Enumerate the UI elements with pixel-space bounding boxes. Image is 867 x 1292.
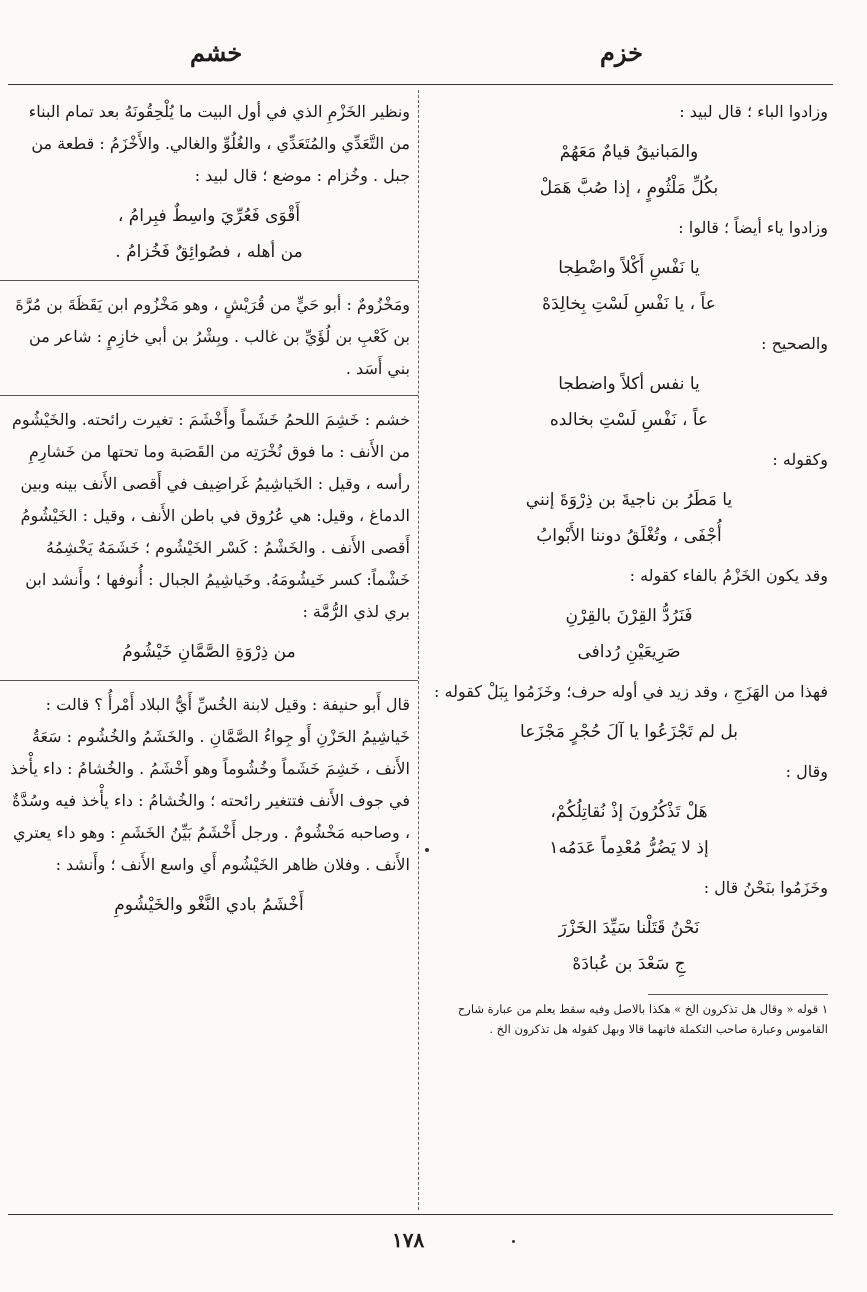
verse-line: بكُلِّ مَلْثُومٍ ، إذا صُبَّ هَمَلْ [539, 178, 719, 198]
poem-verse [430, 482, 828, 554]
poem-verse [430, 910, 828, 982]
footnote-rule [648, 994, 828, 995]
verse-line: عاً ، يا نَفْسِ لَسْتِ بِخالِدَهْ [542, 294, 716, 314]
poem-verse [430, 134, 828, 206]
verse-line: عاً ، نَفْسِ لَسْتِ بخالده [549, 410, 709, 430]
entry-text: وزادوا ياء أيضاً ؛ قالوا : [678, 218, 828, 237]
poem-verse [430, 250, 828, 322]
entry-text: وخَزَمُوا بنَحْنُ قال : [703, 878, 828, 897]
column-divider [418, 90, 419, 1210]
ink-speck [425, 848, 429, 852]
section-separator [0, 395, 418, 396]
verse-line: نَحْنُ قَتَلْنا سَيِّدَ الخَزْرَ [558, 918, 700, 938]
verse-line: من أهله ، فصُوائِقٌ فَخُزامُ . [115, 242, 303, 262]
verse-line: هَلْ تَذْكُرُونَ إذْ نُقاتِلُكُمْ، [550, 802, 708, 822]
verse-line: إذ لا يَضُرُّ مُعْدِماً عَدَمُه١ [549, 838, 709, 858]
entry-text: وقد يكون الخَزْمُ بالفاء كقوله : [629, 566, 828, 585]
entry-text: فهذا من الهَزَجِ ، وقد زيد في أوله حرف؛ وخَزَمُوا بِبَلْ كقوله : [434, 682, 828, 701]
top-rule [8, 84, 833, 85]
left-column [8, 96, 410, 929]
header-right-word: خزم [600, 38, 643, 67]
verse-line: جِ سَعْدَ بن عُبادَهْ [572, 954, 686, 974]
right-column [430, 96, 828, 1039]
verse-line: يا مَطَرُ بن ناجيةَ بن ذِرْوَةَ إنني [525, 490, 733, 510]
verse-line: والمَبانيقُ قيامٌ مَعَهُمْ [559, 142, 699, 162]
poem-verse [430, 794, 828, 866]
verse-line: يا نَفْسِ أَكْلاً واضْطِجا [558, 258, 700, 278]
verse-line: فَنَرُدُّ القِرْنَ بالقِرْنِ [565, 606, 693, 626]
verse-line: صَرِيعَيْنِ رُدافى [577, 642, 681, 662]
poem-verse [8, 198, 410, 270]
verse-line: أَقْوَى فَعُرِّيَ واسِطٌ فبِرامُ ، [117, 206, 301, 226]
ink-speck [512, 1240, 515, 1243]
verse-line: أُجْفَى ، وتُغْلَقُ دوننا الأَبْوابُ [536, 526, 722, 546]
poem-verse [430, 714, 828, 750]
entry-text: ونظير الخَزْمِ الذي في أول البيت ما يُلْحِقُونَهُ بعد تمام البناء من التَّعَدِّي والمُتَعَدِّي ، والغُلُوِّ والغالي. والأَخْزَمُ : قطعة من جبل . وخُزام : موضع ؛ قال لبيد : [28, 102, 410, 185]
poem-verse [430, 366, 828, 438]
verse-line: أَخْشَمُ بادي النَّغْو والخَيْشُومِ [114, 895, 304, 915]
section-separator [0, 680, 418, 681]
section-separator [0, 280, 418, 281]
footnote: ١ قوله « وقال هل تذكرون الخ » هكذا بالاصل وفيه سقط يعلم من عبارة شارح القاموس وعبارة صاحب التكملة فانهما قالا وبهل كقوله هل تذكرون الخ . [457, 1002, 828, 1036]
verse-line: من ذِرْوَةِ الصَّمَّانِ خَيْشُومُ [122, 642, 296, 662]
entry-text: ومَخْزُومٌ : أبو حَيٍّ من قُرَيْشٍ ، وهو مَخْزُوم ابن يَقَظَةَ بن مُرَّةَ بن كَعْبِ بن لُؤَيِّ بن غالب . وبِشْرُ بن أبي خازِمٍ : شاعر من بني أَسَد . [15, 295, 410, 378]
poem-verse [430, 598, 828, 670]
header-left-word: خشم [190, 38, 243, 67]
entry-khashm: خشم : خَشِمَ اللحمُ خَشَماً وأَخْشَمَ : تغيرت رائحته. والخَيْشُوم من الأَنف : ما فوق نُخْرَتِه من القَصَبة وما تحتها من خَشارِمِ رأسه ، وقيل : الخَياشِيمُ غَراضِيف في أَقصى الأَنف بينه وبين الدماغ ، وقيل: هي عُرُوق في باطن الأَنف ، وقيل : الخَيْشُومُ أَقصى الأَنف . والخَشْمُ : كَسْر الخَيْشُوم ؛ خَشَمَهُ يَخْشِمُهُ خَشْماً: كسر خَيشُومَهُ. وخَياشِيمُ الجبال : أُنوفها ؛ وأَنشد ابن بري لذي الرُّمَّة : [11, 410, 410, 621]
bottom-rule [8, 1214, 833, 1215]
page-number: ١٧٨ [392, 1228, 425, 1252]
entry-text: وزادوا الباء ؛ قال لبيد : [679, 102, 828, 121]
poem-verse [8, 887, 410, 923]
entry-text: والصحيح : [761, 334, 828, 353]
poem-verse [8, 634, 410, 670]
entry-text: وكقوله : [772, 450, 828, 469]
verse-line: بل لم تَجْزَعُوا يا آلَ حُجْرٍ مَجْزَعا [520, 722, 738, 742]
entry-text: وقال : [785, 762, 828, 781]
verse-line: يا نفس أكلاً واضطجا [558, 374, 700, 394]
entry-text: قال أَبو حنيفة : وقيل لابنة الخُسِّ أَيُّ البلاد أَمْرأُ ؟ قالت : خَياشِيمُ الحَزْنِ أَو جِواءُ الصَّمَّانِ . والخَشَمُ والخُشُوم : سَعَةُ الأَنف ، خَشِمَ خَشَماً وخُشُوماً وهو أَخْشَمُ . والخُشامُ : داء يأْخذ في جوف الأَنف فتتغير رائحته ؛ والخُشامُ : داء يأْخذ فيه وسُدَّةٌ ، وصاحبه مَخْشُومٌ . ورجل أَخْشَمُ بَيِّنُ الخَشَمِ : وهو داء يعتري الأَنف . وفلان ظاهر الخَيْشُوم أَي واسع الأَنف ؛ وأَنشد : [10, 695, 410, 874]
